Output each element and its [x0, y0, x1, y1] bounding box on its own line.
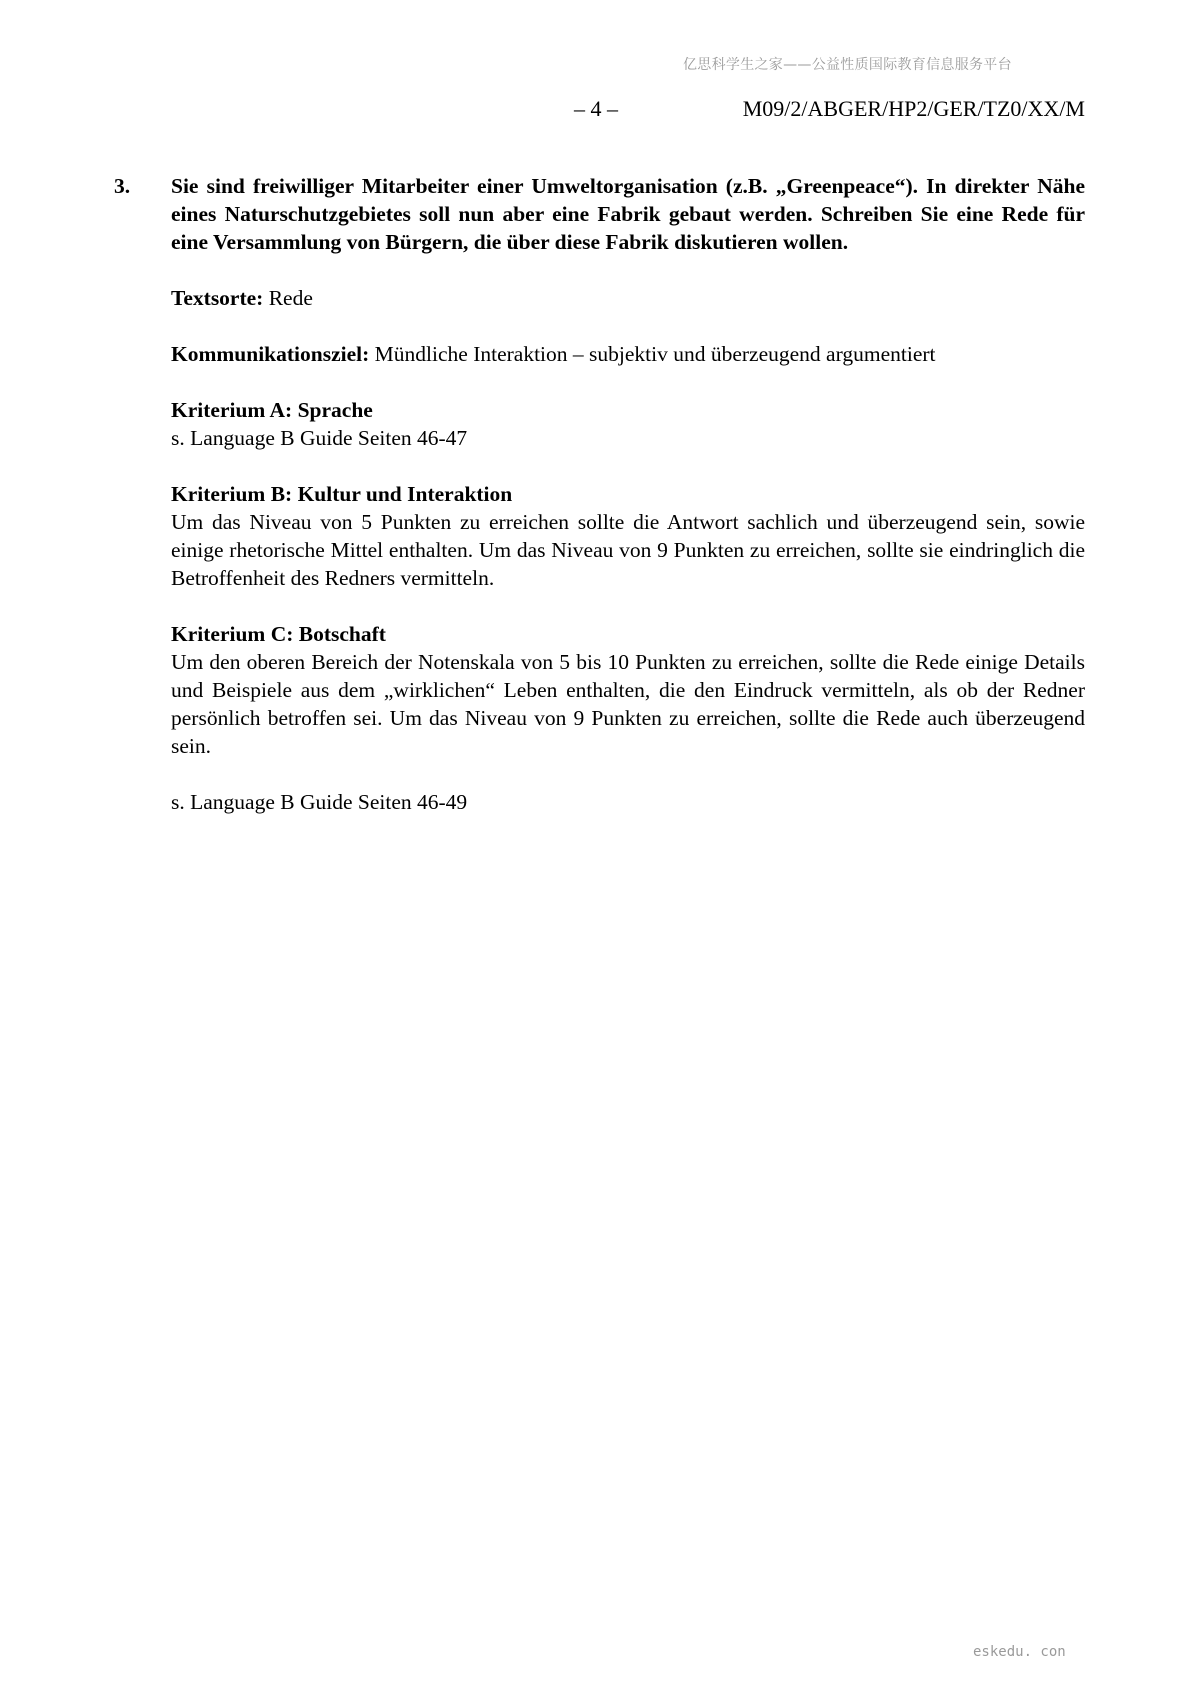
textsorte-value: Rede: [268, 286, 313, 310]
question-prompt: Sie sind freiwilliger Mitarbeiter einer Umweltorganisation (z.B. „Greenpeace“). In direkter Nähe eines Naturschutzgebietes soll nun aber eine Fabrik gebaut werden. Schreiben Sie eine Rede für eine Versammlung von Bürgern, die über diese Fabrik diskutieren wollen.: [171, 174, 1085, 254]
criterion-a-heading: Kriterium A: Sprache: [171, 398, 373, 422]
document-code: M09/2/ABGER/HP2/GER/TZ0/XX/M: [742, 96, 1085, 121]
criterion-b-heading: Kriterium B: Kultur und Interaktion: [171, 482, 513, 506]
textsorte-label: Textsorte:: [171, 286, 264, 310]
criterion-a-text: s. Language B Guide Seiten 46-47: [171, 426, 468, 450]
guide-reference: s. Language B Guide Seiten 46-49: [171, 790, 468, 814]
kommunikationsziel-label: Kommunikationsziel:: [171, 342, 370, 366]
question-number: 3.: [114, 174, 131, 198]
criterion-c-heading: Kriterium C: Botschaft: [171, 622, 386, 646]
textsorte-line: [171, 284, 1085, 312]
criterion-c-text: Um den oberen Bereich der Notenskala von 5 bis 10 Punkten zu erreichen, sollte die Rede einige Details und Beispiele aus dem „wirklichen“ Leben enthalten, die den Eindruck vermitteln, als ob der Redner persönlich betroffen sei. Um das Niveau von 9 Punkten zu erreichen, sollte die Rede auch überzeugend sein.: [171, 650, 1085, 758]
kommunikationsziel-value: Mündliche Interaktion – subjektiv und überzeugend argumentiert: [374, 342, 936, 366]
page-number: – 4 –: [574, 96, 618, 121]
criterion-b-text: Um das Niveau von 5 Punkten zu erreichen sollte die Antwort sachlich und überzeugend sein, sowie einige rhetorische Mittel enthalten. Um das Niveau von 9 Punkten zu erreichen, sollte sie eindringlich die Betroffenheit des Redners vermitteln.: [171, 510, 1085, 590]
watermark-top: 亿思科学生之家——公益性质国际教育信息服务平台: [683, 57, 1012, 73]
question-body: [171, 172, 1085, 816]
kommunikationsziel-line: [171, 340, 1085, 368]
watermark-bottom: eskedu. con: [973, 1644, 1066, 1660]
